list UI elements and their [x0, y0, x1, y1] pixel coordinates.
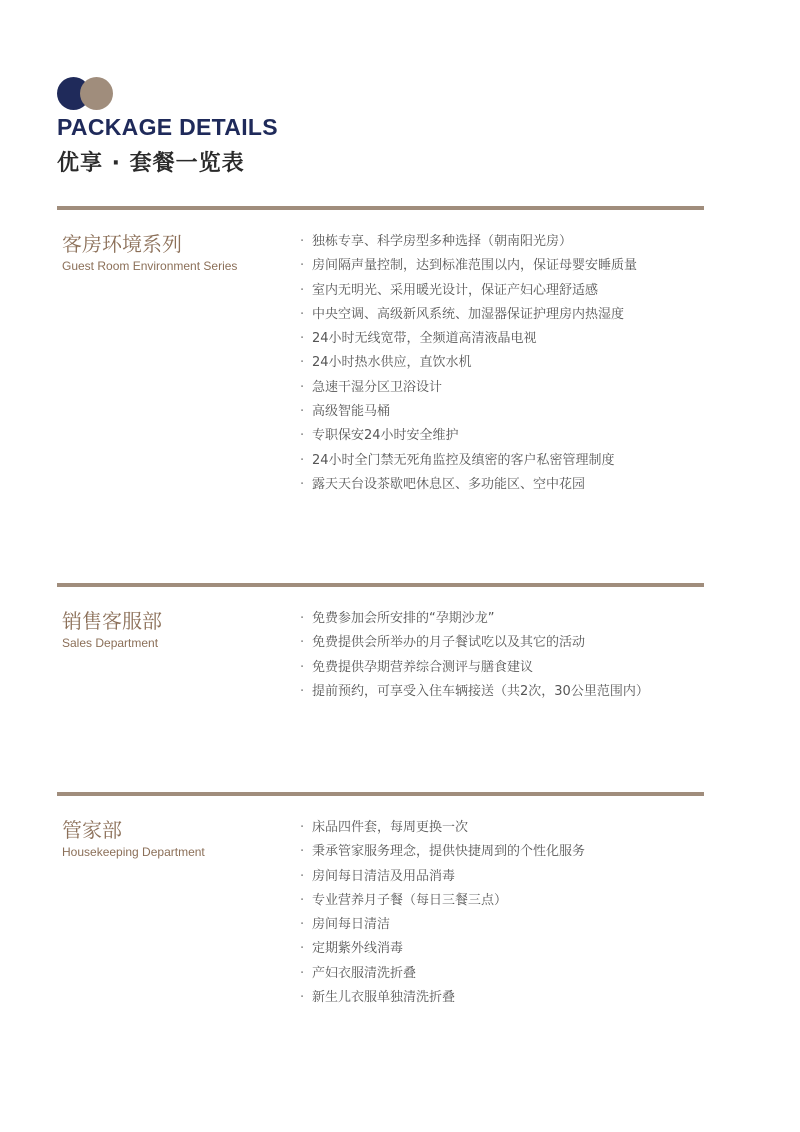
section-title-en: Housekeeping Department [62, 845, 205, 859]
bullet-icon: · [300, 611, 305, 626]
section-title-cn: 管家部 [62, 818, 122, 842]
bullet-icon: · [300, 428, 305, 444]
bullet-icon: · [300, 331, 305, 347]
section-divider [57, 792, 704, 796]
list-item: · 秉承管家服务理念，提供快捷周到的个性化服务 [300, 840, 585, 864]
bullet-icon: · [300, 892, 305, 908]
list-item: · 免费提供会所举办的月子餐试吃以及其它的活动 [300, 631, 649, 655]
bullet-icon: · [300, 258, 305, 274]
page-title-en: PACKAGE DETAILS [57, 114, 278, 140]
section-heading [62, 228, 237, 273]
list-item: · 24小时无线宽带，全频道高清液晶电视 [300, 327, 637, 351]
section-divider [57, 206, 704, 210]
list-item: · 露天天台设茶歇吧休息区、多功能区、空中花园 [300, 473, 637, 497]
section-title-cn: 客房环境系列 [62, 232, 182, 256]
section-divider [57, 583, 704, 587]
list-item: · 定期紫外线消毒 [300, 937, 585, 961]
section-heading [62, 605, 162, 650]
bullet-icon: · [300, 355, 305, 371]
feature-list [300, 816, 585, 1010]
list-item: · 专职保安24小时安全维护 [300, 424, 637, 448]
bullet-icon: · [300, 659, 305, 675]
list-item: · 室内无明光、采用暖光设计，保证产妇心理舒适感 [300, 279, 637, 303]
list-item: · 专业营养月子餐（每日三餐三点） [300, 889, 585, 913]
list-item: · 新生儿衣服单独清洗折叠 [300, 986, 585, 1010]
list-item: · 房间每日清洁及用品消毒 [300, 865, 585, 889]
bullet-icon: · [300, 635, 305, 651]
bullet-icon: · [300, 683, 305, 699]
bullet-icon: · [300, 820, 305, 835]
list-item: · 24小时全门禁无死角监控及缜密的客户私密管理制度 [300, 449, 637, 473]
list-item: · 免费参加会所安排的“孕期沙龙” [300, 607, 649, 631]
brand-logo [57, 77, 117, 111]
bullet-icon: · [300, 306, 305, 322]
list-item: · 免费提供孕期营养综合测评与膳食建议 [300, 656, 649, 680]
bullet-icon: · [300, 379, 305, 395]
bullet-icon: · [300, 844, 305, 860]
list-item: · 提前预约，可享受入住车辆接送（共2次，30公里范围内） [300, 680, 649, 704]
bullet-icon: · [300, 868, 305, 884]
bullet-icon: · [300, 404, 305, 420]
section-housekeeping [57, 792, 704, 1006]
bullet-icon: · [300, 476, 305, 492]
bullet-icon: · [300, 282, 305, 298]
bullet-icon: · [300, 990, 305, 1006]
section-sales [57, 583, 704, 699]
list-item: · 房间每日清洁 [300, 913, 585, 937]
list-item: · 房间隔声量控制，达到标准范围以内，保证母婴安睡质量 [300, 254, 637, 278]
bullet-icon: · [300, 917, 305, 933]
bullet-icon: · [300, 452, 305, 468]
section-title-cn: 销售客服部 [62, 609, 162, 633]
section-title-en: Guest Room Environment Series [62, 259, 238, 273]
bullet-icon: · [300, 941, 305, 957]
section-guest-room [57, 206, 704, 492]
section-title-en: Sales Department [62, 636, 159, 650]
section-heading [62, 814, 205, 859]
page-title-cn: 优享 · 套餐一览表 [57, 151, 245, 176]
list-item: · 产妇衣服清洗折叠 [300, 962, 585, 986]
list-item: · 高级智能马桶 [300, 400, 637, 424]
list-item: · 中央空调、高级新风系统、加湿器保证护理房内热湿度 [300, 303, 637, 327]
bullet-icon: · [300, 234, 305, 249]
list-item: · 独栋专享、科学房型多种选择（朝南阳光房） [300, 230, 637, 254]
feature-list [300, 230, 637, 497]
list-item: · 急速干湿分区卫浴设计 [300, 376, 637, 400]
list-item: · 24小时热水供应，直饮水机 [300, 351, 637, 375]
logo-taupe-circle [80, 77, 113, 110]
feature-list [300, 607, 649, 704]
list-item: · 床品四件套，每周更换一次 [300, 816, 585, 840]
bullet-icon: · [300, 965, 305, 981]
